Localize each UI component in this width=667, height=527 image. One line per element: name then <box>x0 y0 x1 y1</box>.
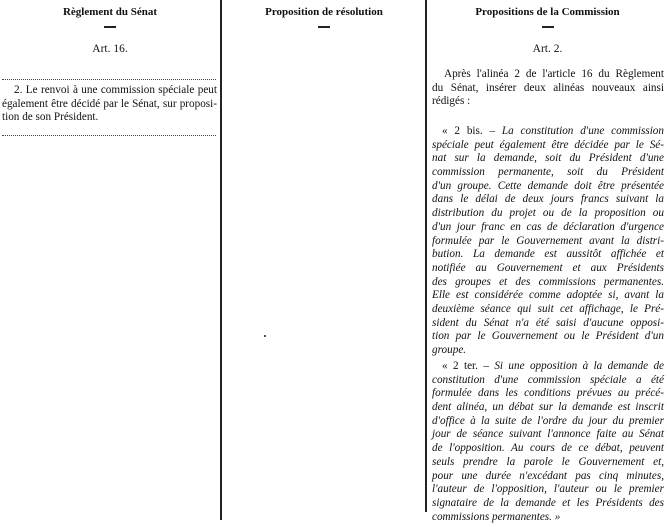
header-dash <box>104 26 116 28</box>
text-line: deuxième séance qui suit cet affichage, le Pré- <box>432 302 664 315</box>
column-header: Règlement du Sénat <box>62 6 158 18</box>
text-line: de l'opposition. Au cours de ce débat, peuvent <box>432 442 664 455</box>
text-line: tion par le Gouvernement ou le Président d'un <box>432 330 664 343</box>
text-line: nat sur la demande, soit du Président d'une <box>432 152 664 165</box>
text-line: signataire de la demande et les Présidents des <box>432 496 664 509</box>
text-line: groupe. <box>432 344 467 356</box>
text-line: jour de séance suivant l'annonce faite au Sénat <box>432 428 664 441</box>
dotted-separator <box>2 135 216 136</box>
text-line: formulée par le Gouvernement avant la distri- <box>432 234 664 247</box>
alinea-2-ter <box>432 360 664 524</box>
header-dash <box>318 26 330 28</box>
text-line: 2. Le renvoi à une commission spéciale peut <box>14 84 217 96</box>
text-line: formulée dans les conditions prévues au précé- <box>432 387 664 400</box>
column-proposition <box>223 0 425 527</box>
text-line: commission permanente, soit du Président <box>432 166 664 179</box>
text-line: spéciale peut également être décidée par le Sé- <box>432 138 664 151</box>
text-line: dans le délai de deux jours francs suivant la <box>432 193 664 206</box>
text-fragment: La constitution d'une commission <box>501 125 664 137</box>
article-paragraph <box>2 84 217 125</box>
text-fragment: Si une opposition à la demande de <box>494 360 664 372</box>
text-line: notifiée au Gouvernement et aux Présidents <box>432 261 664 274</box>
text-line: bution. La demande est aussitôt affichée et <box>432 248 664 261</box>
article-number: Art. 16. <box>92 43 128 55</box>
column-divider <box>220 0 222 520</box>
alinea-label: « 2 bis. – <box>442 125 502 137</box>
text-line: d'office à la suite de l'ordre du jour du premier <box>432 414 664 427</box>
intro-paragraph <box>432 68 664 109</box>
text-line: distribution du projet ou de la proposition ou <box>432 207 664 220</box>
text-line: constitution d'une commission spéciale a été <box>432 373 664 386</box>
column-header: Proposition de résolution <box>265 6 383 18</box>
alinea-2-bis <box>432 125 664 358</box>
text-line: sident du Sénat n'a été saisi d'aucune opposi- <box>432 316 664 329</box>
text-line: seuls prendre la parole le Gouvernement et, <box>432 455 664 468</box>
header-dash <box>542 26 554 28</box>
column-commission <box>428 0 667 527</box>
text-line: pour une durée n'excédant pas cinq minutes, <box>432 469 664 482</box>
text-line: Elle est considérée comme adoptée si, avant la <box>432 289 664 302</box>
text-line <box>432 360 664 374</box>
text-line: dent alinéa, un débat sur la demande est inscrit <box>432 401 664 414</box>
article-number: Art. 2. <box>532 43 563 55</box>
text-line: rédigés : <box>432 95 471 108</box>
dotted-separator <box>2 79 216 80</box>
scan-speck <box>264 335 266 337</box>
text-line: également être décidé par le Sénat, sur proposi- <box>2 97 217 110</box>
text-line: Après l'alinéa 2 de l'article 16 du Règlement <box>444 68 664 80</box>
text-line: d'un groupe. Cette demande doit être présentée <box>432 179 664 192</box>
column-divider <box>425 0 427 512</box>
text-line: du Sénat, insérer deux alinéas nouveaux ainsi <box>432 81 664 94</box>
column-header: Propositions de la Commission <box>475 6 620 18</box>
text-line: des groupes et des commissions permanentes. <box>432 275 664 288</box>
text-line: tion de son Président. <box>2 111 99 124</box>
alinea-label: « 2 ter. – <box>442 360 495 372</box>
text-line: d'un jour franc en cas de déclaration d'urgence <box>432 220 664 233</box>
text-line: l'auteur de l'opposition, l'auteur ou le premier <box>432 483 664 496</box>
column-reglement <box>0 0 220 527</box>
text-line <box>432 125 664 139</box>
text-line: commissions permanentes. » <box>432 510 561 523</box>
